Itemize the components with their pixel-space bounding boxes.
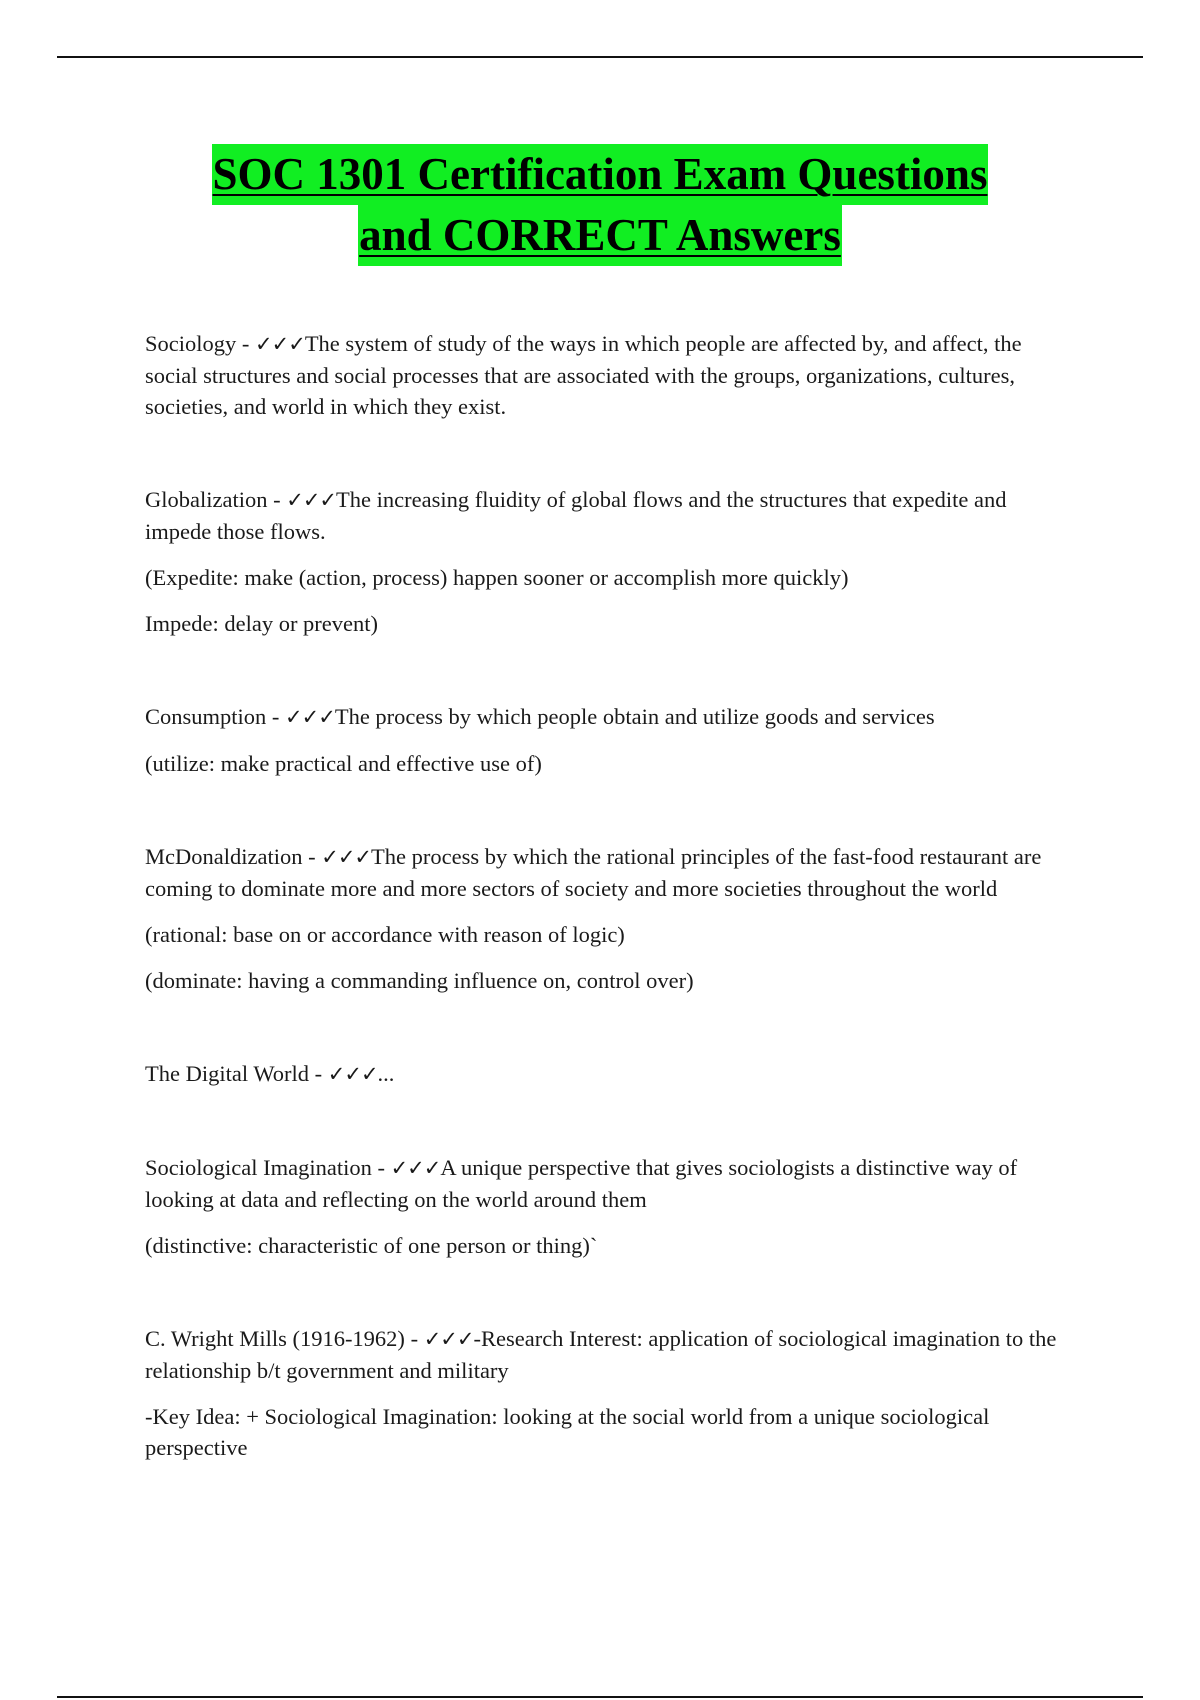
qa-separator: - (302, 844, 322, 869)
qa-main-line (145, 841, 1065, 904)
qa-main-line (145, 1058, 1065, 1090)
check-mark-icon: ✓✓✓ (390, 1156, 441, 1180)
qa-term: McDonaldization (145, 844, 303, 869)
qa-definition: The process by which the rational principles of the fast-food restaurant are coming to dominate more and more sectors of society and more societies throughout the world (145, 844, 1042, 901)
qa-definition: The process by which people obtain and utilize goods and services (334, 704, 935, 729)
qa-definition: The system of study of the ways in which people are affected by, and affect, the social structures and social processes that are associated with the groups, organizations, cultures, societies, and world in which they exist. (145, 331, 1022, 419)
qa-definition: ... (377, 1061, 395, 1086)
qa-separator: - (404, 1326, 424, 1351)
qa-main-line (145, 701, 1065, 733)
qa-note: (Expedite: make (action, process) happen sooner or accomplish more quickly) (145, 565, 849, 590)
qa-separator: - (267, 487, 287, 512)
title-line-2: and CORRECT Answers (358, 205, 842, 266)
qa-note: (distinctive: characteristic of one person or thing)` (145, 1233, 598, 1258)
qa-main-line (145, 484, 1065, 547)
qa-definition: The increasing fluidity of global flows and the structures that expedite and impede those flows. (145, 487, 1007, 544)
qa-entry (145, 701, 1065, 779)
qa-note: -Key Idea: + Sociological Imagination: looking at the social world from a unique sociological perspective (145, 1404, 990, 1460)
top-rule (57, 56, 1143, 58)
qa-main-line (145, 328, 1065, 422)
qa-main-line (145, 1323, 1065, 1386)
qa-separator: - (309, 1061, 328, 1086)
check-mark-icon: ✓✓✓ (255, 332, 305, 356)
qa-entry (145, 1323, 1065, 1463)
qa-entry (145, 841, 1065, 996)
title-line-1: SOC 1301 Certification Exam Questions (212, 144, 989, 205)
check-mark-icon: ✓✓✓ (327, 1062, 378, 1086)
qa-entry (145, 1058, 1065, 1090)
qa-term: C. Wright Mills (1916-1962) (145, 1326, 405, 1351)
qa-entry (145, 484, 1065, 639)
qa-main-line (145, 1152, 1065, 1215)
qa-separator: - (371, 1155, 391, 1180)
check-mark-icon: ✓✓✓ (285, 705, 335, 729)
check-mark-icon: ✓✓✓ (423, 1327, 474, 1351)
qa-note: Impede: delay or prevent) (145, 611, 379, 636)
qa-separator: - (236, 331, 256, 356)
bottom-rule (57, 1696, 1143, 1698)
qa-entry (145, 328, 1065, 422)
check-mark-icon: ✓✓✓ (321, 845, 372, 869)
qa-definition: -Research Interest: application of sociological imagination to the relationship b/t government and military (145, 1326, 1057, 1383)
qa-term: Globalization (145, 487, 268, 512)
qa-term: Sociology (145, 331, 237, 356)
qa-separator: - (266, 704, 286, 729)
document-title (0, 144, 1200, 266)
qa-definition: A unique perspective that gives sociologists a distinctive way of looking at data and reflecting on the world around them (145, 1155, 1018, 1212)
qa-term: Sociological Imagination (145, 1155, 372, 1180)
qa-note: (utilize: make practical and effective use of) (145, 751, 542, 776)
qa-term: The Digital World (145, 1061, 309, 1086)
qa-note: (dominate: having a commanding influence on, control over) (145, 968, 694, 993)
check-mark-icon: ✓✓✓ (286, 488, 337, 512)
qa-term: Consumption (145, 704, 267, 729)
qa-list (145, 328, 1065, 1463)
qa-entry (145, 1152, 1065, 1261)
qa-note: (rational: base on or accordance with reason of logic) (145, 922, 625, 947)
